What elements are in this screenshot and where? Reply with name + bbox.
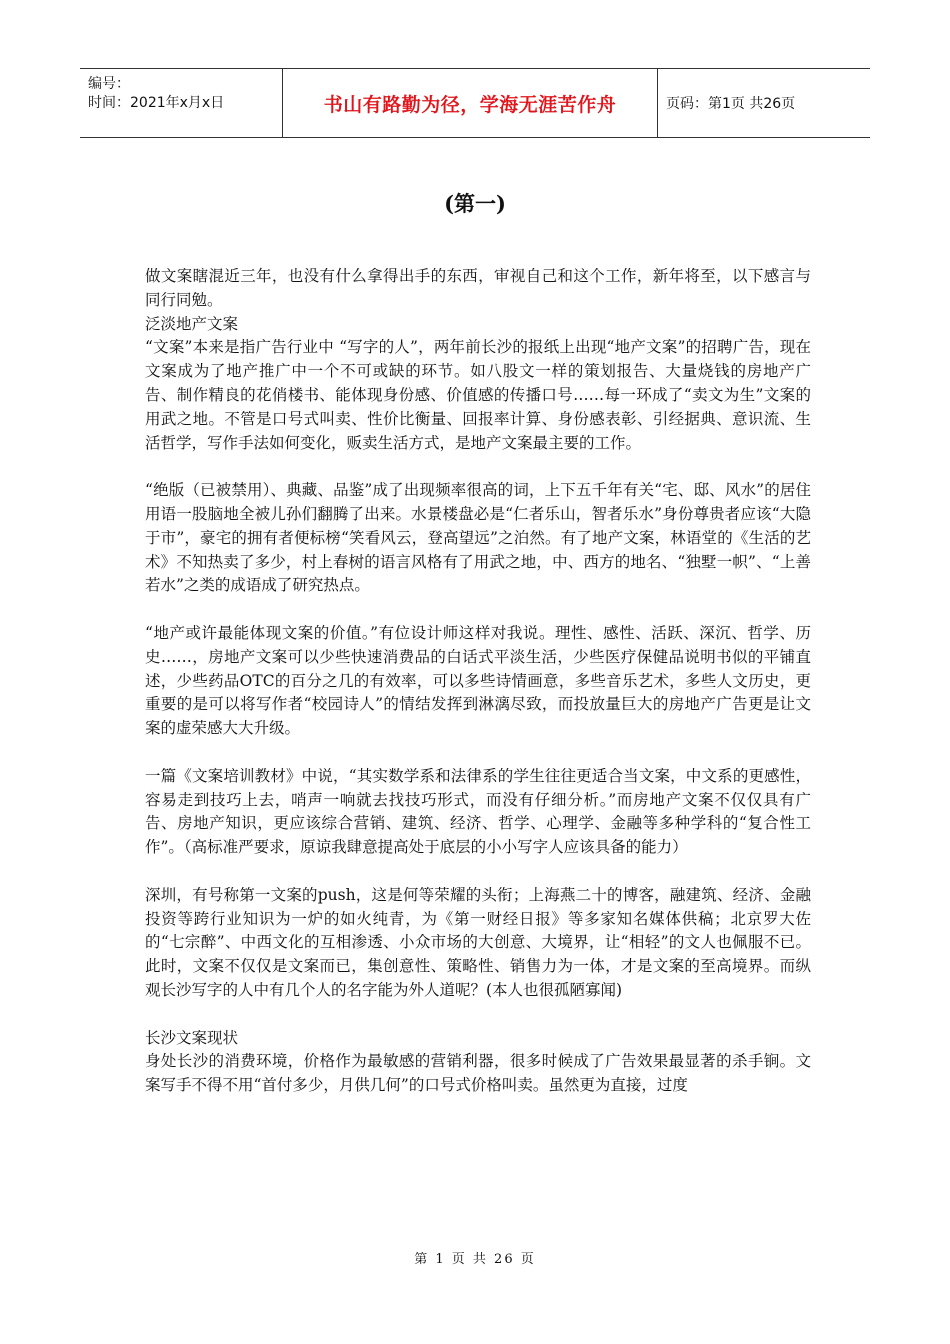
paragraph: “文案”本来是指广告行业中 “写字的人”，两年前长沙的报纸上出现“地产文案”的招聘广告，现在文案成为了地产推广中一个不可或缺的环节。如八股文一样的策划报告、大量烧钱的房地产广告、制作精良的花俏楼书、能体现身份感、价值感的传播口号……每一环成了“卖文为生”文案的用武之地。不管是口号式叫卖、性价比衡量、回报率计算、身份感表彰、引经据典、意识流、生活哲学，写作手法如何变化，贩卖生活方式，是地产文案最主要的工作。: [145, 338, 811, 452]
paragraph-spacer: [145, 598, 811, 622]
document-body: [145, 265, 811, 1098]
page-header: [80, 68, 870, 138]
section-heading: 泛淡地产文案: [145, 314, 239, 333]
paragraph-spacer: [145, 455, 811, 479]
page-footer: 第 1 页 共 26 页: [414, 1252, 536, 1267]
document-number-label: 编号：: [88, 76, 130, 92]
paragraph: “地产或许最能体现文案的价值。”有位设计师这样对我说。理性、感性、活跃、深沉、哲学、历史……，房地产文案可以少些快速消费品的白话式平淡生活，少些医疗保健品说明书似的平铺直述，少些药品OTC的百分之几的有效率，可以多些诗情画意，多些音乐艺术，多些人文历史，更重要的是可以将写作者“校园诗人”的情结发挥到淋漓尽致，而投放量巨大的房地产广告更是让文案的虚荣感大大升级。: [145, 623, 811, 738]
paragraph: 深圳，有号称第一文案的push，这是何等荣耀的头衔；上海燕二十的博客，融建筑、经济、金融投资等跨行业知识为一炉的如火纯青，为《第一财经日报》等多家知名媒体供稿；北京罗大佐的“七宗醉”、中西文化的互相渗透、小众市场的大创意、大境界，让“相轻”的文人也佩服不已。此时，文案不仅仅是文案而已，集创意性、策略性、销售力为一体，才是文案的至高境界。而纵观长沙写字的人中有几个人的名字能为外人道呢？(本人也很孤陋寡闻): [145, 885, 811, 999]
paragraph-spacer: [145, 860, 811, 884]
header-page-info: 页码：第1页 共26页: [666, 96, 796, 112]
document-date-label: 时间：2021年x月x日: [88, 95, 225, 111]
paragraph: 一篇《文案培训教材》中说，“其实数学系和法律系的学生往往更适合当文案，中文系的更感性，容易走到技巧上去，哨声一响就去找技巧形式，而没有仔细分析。”而房地产文案不仅仅具有广告、房地产知识，更应该综合营销、建筑、经济、哲学、心理学、金融等多种学科的“复合性工作”。（高标准严要求，原谅我肆意提高处于底层的小小写字人应该具备的能力）: [145, 766, 811, 857]
paragraph-spacer: [145, 741, 811, 765]
header-meta: [80, 69, 282, 137]
paragraph: “绝版（已被禁用）、典藏、品鉴”成了出现频率很高的词，上下五千年有关“宅、邸、风水”的居住用语一股脑地全被儿孙们翻腾了出来。水景楼盘必是“仁者乐山，智者乐水”身份尊贵者应该“大隐于市”，豪宅的拥有者便标榜“笑看风云，登高望远”之泊然。有了地产文案，林语堂的《生活的艺术》不知热卖了多少，村上春树的语言风格有了用武之地，中、西方的地名、“独墅一帜”、“上善若水”之类的成语成了研究热点。: [145, 481, 811, 595]
document-title: (第一): [444, 191, 506, 216]
section-heading: 长沙文案现状: [145, 1028, 239, 1047]
paragraph-spacer: [145, 1003, 811, 1027]
paragraph: 做文案瞎混近三年，也没有什么拿得出手的东西，审视自己和这个工作，新年将至，以下感言与同行同勉。: [145, 267, 811, 309]
header-motto: 书山有路勤为径，学海无涯苦作舟: [282, 69, 658, 137]
paragraph: 身处长沙的消费环境，价格作为最敏感的营销利器，很多时候成了广告效果最显著的杀手锏。文案写手不得不用“首付多少，月供几何”的口号式价格叫卖。虽然更为直接，过度: [145, 1052, 811, 1095]
